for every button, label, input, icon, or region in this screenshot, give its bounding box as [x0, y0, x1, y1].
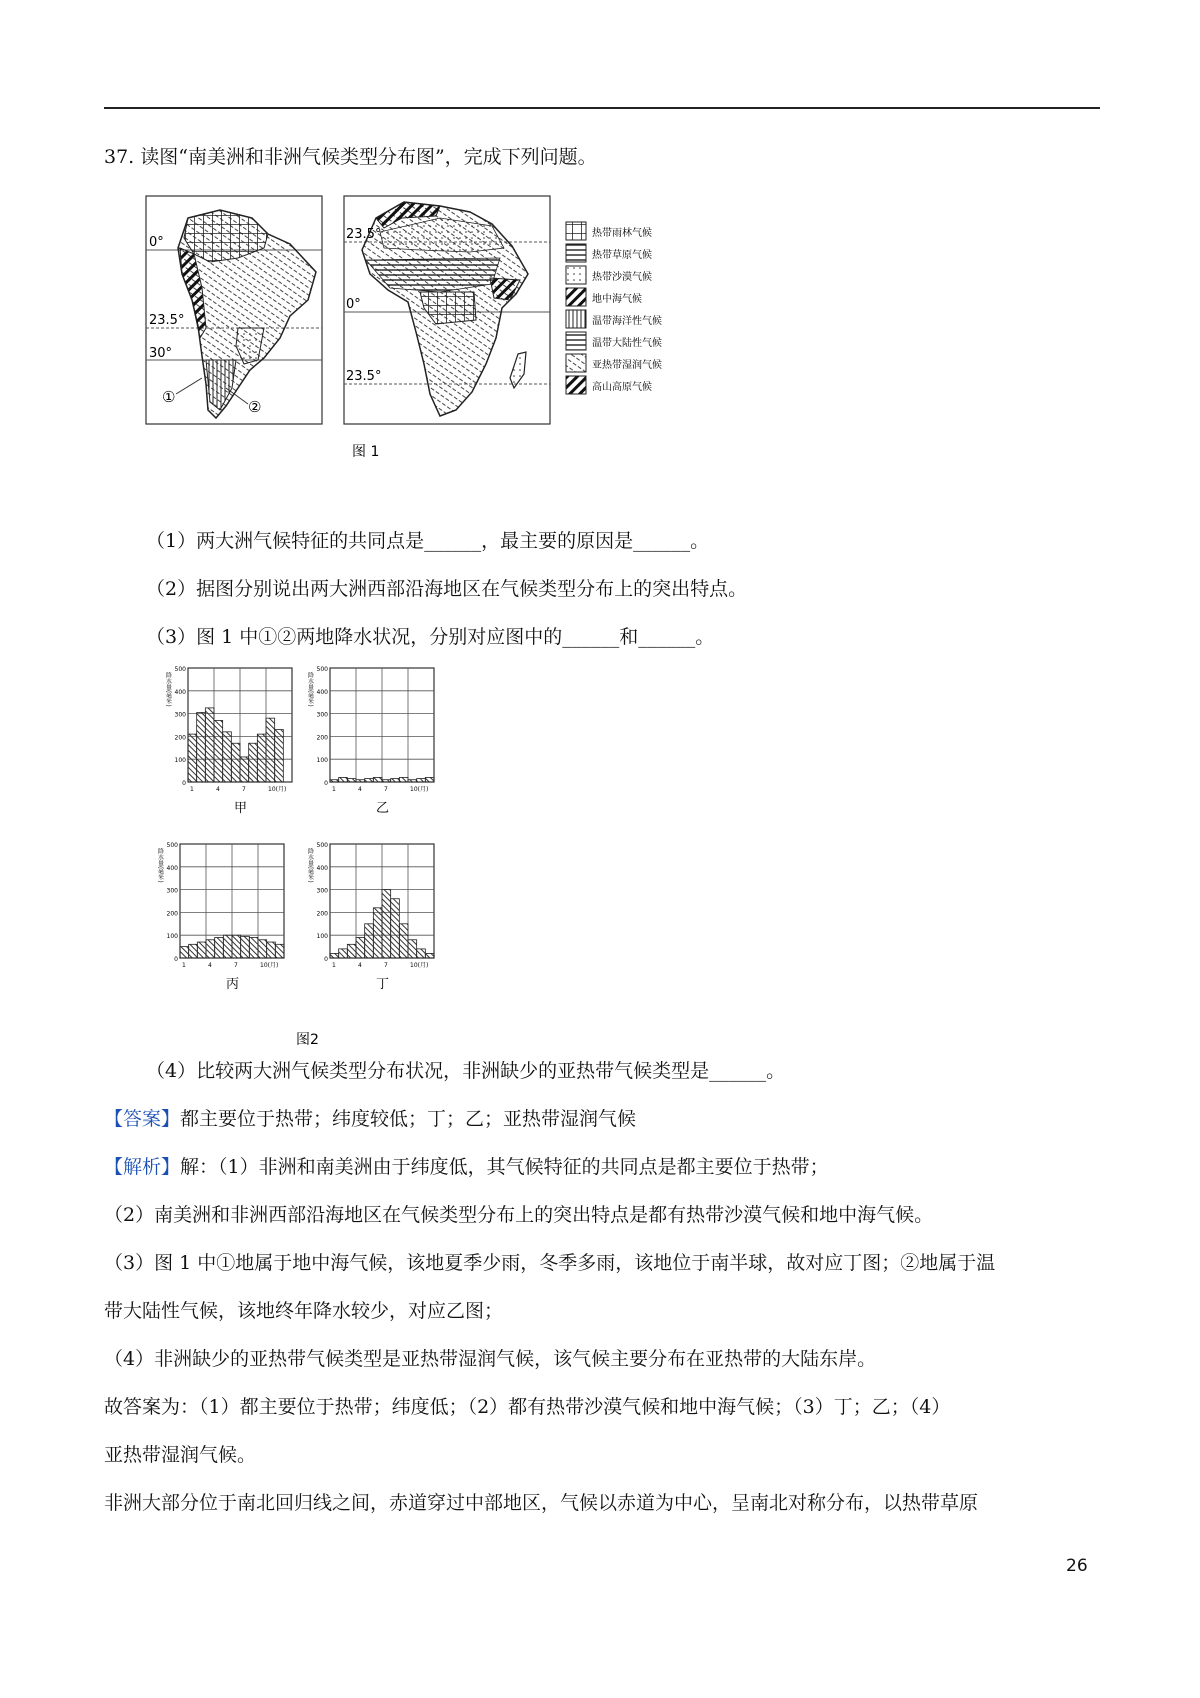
climate-legend	[566, 222, 662, 394]
chart-name-label: 丁	[376, 977, 390, 992]
legend-label: 温带大陆性气候	[592, 338, 662, 349]
legend-label: 热带沙漠气候	[592, 272, 652, 283]
precipitation-bar	[425, 777, 434, 782]
precipitation-bar	[417, 949, 426, 958]
y-axis-label: 降水量(毫米)	[306, 672, 314, 707]
y-tick-label: 100	[316, 933, 328, 941]
y-tick-label: 500	[316, 842, 328, 849]
figure-1-maps	[140, 188, 710, 470]
y-tick-label: 200	[166, 910, 178, 918]
precipitation-bar	[267, 942, 276, 958]
precipitation-bar	[399, 924, 408, 958]
precipitation-bar	[408, 780, 417, 782]
y-tick-label: 300	[174, 711, 186, 719]
precipitation-bar	[206, 940, 215, 958]
sa-lat-30: 30°	[149, 346, 173, 361]
precipitation-bar	[189, 944, 198, 958]
chart-name-label: 乙	[376, 801, 390, 816]
y-tick-label: 500	[316, 666, 328, 673]
precipitation-bar	[373, 908, 382, 958]
y-tick-label: 100	[316, 757, 328, 765]
precipitation-bar	[214, 720, 223, 782]
answer-tag: 【答案】	[104, 1108, 181, 1130]
y-tick-label: 0	[182, 780, 186, 787]
x-tick-label: 1	[190, 786, 194, 793]
legend-label: 热带雨林气候	[592, 228, 652, 239]
marker-1: ①	[162, 388, 176, 406]
x-tick-label: 10(月)	[268, 786, 287, 793]
precipitation-bar	[232, 935, 241, 958]
y-tick-label: 300	[316, 887, 328, 895]
analysis-line-2: （2）南美洲和非洲西部沿海地区在气候类型分布上的突出特点是都有热带沙漠气候和地中海气候。	[104, 1204, 934, 1226]
analysis-line-5: （4）非洲缺少的亚热带气候类型是亚热带湿润气候，该气候主要分布在亚热带的大陆东岸。	[104, 1348, 877, 1370]
chart-name-label: 甲	[234, 801, 248, 816]
y-tick-label: 200	[316, 910, 328, 918]
y-tick-label: 300	[316, 711, 328, 719]
y-axis-label: 降水量(毫米)	[156, 848, 164, 883]
analysis-line-7: 亚热带湿润气候。	[104, 1444, 257, 1466]
answer-text: 都主要位于热带；纬度较低；丁；乙；亚热带湿润气候	[180, 1108, 637, 1130]
analysis-text-1: 解：（1）非洲和南美洲由于纬度低，其气候特征的共同点是都主要位于热带；	[180, 1156, 829, 1178]
precipitation-bar	[399, 777, 408, 782]
marker-2: ②	[248, 398, 262, 416]
precipitation-bar	[240, 757, 249, 782]
precipitation-bar	[197, 942, 206, 958]
question-2: （2）据图分别说出两大洲西部沿海地区在气候类型分布上的突出特点。	[146, 578, 748, 600]
precipitation-bar	[197, 712, 206, 782]
y-axis-label: 降水量(毫米)	[306, 848, 314, 883]
precipitation-bar	[425, 953, 434, 958]
precipitation-bar	[258, 940, 267, 958]
precipitation-bar	[275, 730, 284, 782]
af-lat-23-5-n: 23.5°	[346, 227, 382, 242]
analysis-line-8: 非洲大部分位于南北回归线之间，赤道穿过中部地区，气候以赤道为中心，呈南北对称分布，以热带草原	[104, 1492, 979, 1514]
precipitation-bar	[365, 779, 374, 782]
precipitation-bar	[365, 924, 374, 958]
y-tick-label: 200	[174, 734, 186, 742]
precipitation-bar	[249, 743, 258, 782]
precipitation-bar	[257, 734, 266, 782]
y-tick-label: 100	[174, 757, 186, 765]
legend-label: 温带海洋性气候	[592, 316, 662, 327]
precipitation-bar	[215, 937, 224, 958]
precipitation-bar	[223, 732, 232, 782]
legend-label: 地中海气候	[592, 294, 642, 305]
x-tick-label: 10(月)	[410, 962, 429, 969]
precipitation-bar	[382, 890, 391, 958]
header-rule	[104, 107, 1100, 109]
precipitation-bar	[231, 743, 240, 782]
legend-label: 亚热带湿润气候	[592, 360, 662, 371]
question-4: （4）比较两大洲气候类型分布状况，非洲缺少的亚热带气候类型是______。	[146, 1060, 786, 1082]
question-3: （3）图 1 中①②两地降水状况，分别对应图中的______和______。	[146, 626, 715, 648]
x-tick-label: 7	[242, 786, 246, 793]
af-lat-23-5-s: 23.5°	[346, 369, 382, 384]
x-tick-label: 7	[234, 962, 238, 969]
precipitation-bar	[347, 779, 356, 782]
x-tick-label: 7	[384, 786, 388, 793]
x-tick-label: 4	[358, 962, 362, 969]
chart-name-label: 丙	[226, 977, 240, 992]
analysis-line-4: 带大陆性气候，该地终年降水较少，对应乙图；	[104, 1300, 504, 1322]
x-tick-label: 4	[208, 962, 212, 969]
y-tick-label: 400	[166, 864, 178, 872]
precipitation-bar	[356, 780, 365, 782]
y-tick-label: 400	[174, 688, 186, 696]
figure-2-precipitation-charts	[150, 664, 490, 1050]
precipitation-bar	[382, 780, 391, 782]
precipitation-bar	[249, 937, 258, 958]
y-tick-label: 400	[316, 864, 328, 872]
answer-line	[104, 1106, 636, 1132]
y-axis-label: 降水量(毫米)	[164, 672, 172, 707]
y-tick-label: 300	[166, 887, 178, 895]
question-title: 37. 读图“南美洲和非洲气候类型分布图”，完成下列问题。	[104, 146, 597, 168]
analysis-line-1	[104, 1154, 829, 1180]
precipitation-bar	[241, 936, 250, 958]
analysis-tag: 【解析】	[104, 1156, 181, 1178]
precipitation-bar	[408, 940, 417, 958]
af-lat-0: 0°	[346, 297, 361, 312]
precipitation-bar	[223, 935, 232, 958]
sa-lat-23-5: 23.5°	[149, 313, 185, 328]
figure-1-caption: 图 1	[352, 444, 380, 460]
x-tick-label: 4	[216, 786, 220, 793]
precipitation-bar	[330, 953, 339, 958]
precipitation-bar	[180, 947, 189, 958]
legend-label: 热带草原气候	[592, 250, 652, 261]
y-tick-label: 0	[174, 956, 178, 963]
precipitation-bar	[417, 779, 426, 782]
precipitation-bar	[356, 937, 365, 958]
question-1: （1）两大洲气候特征的共同点是______，最主要的原因是______。	[146, 530, 710, 552]
y-tick-label: 400	[316, 688, 328, 696]
y-tick-label: 0	[324, 956, 328, 963]
precipitation-bar	[339, 949, 348, 958]
y-tick-label: 500	[166, 842, 178, 849]
precipitation-bar	[339, 777, 348, 782]
precipitation-bar	[266, 718, 275, 782]
x-tick-label: 1	[332, 962, 336, 969]
y-tick-label: 500	[174, 666, 186, 673]
precipitation-bar	[188, 734, 197, 782]
y-tick-label: 100	[166, 933, 178, 941]
precipitation-bar	[275, 944, 284, 958]
x-tick-label: 10(月)	[260, 962, 279, 969]
analysis-line-3: （3）图 1 中①地属于地中海气候，该地夏季少雨，冬季多雨，该地位于南半球，故对应丁图；②地属于温	[104, 1252, 996, 1274]
y-tick-label: 200	[316, 734, 328, 742]
sa-lat-0: 0°	[149, 235, 164, 250]
precipitation-bar	[391, 779, 400, 782]
y-tick-label: 0	[324, 780, 328, 787]
precipitation-bar	[373, 777, 382, 782]
precipitation-bar	[330, 780, 339, 782]
x-tick-label: 4	[358, 786, 362, 793]
x-tick-label: 10(月)	[410, 786, 429, 793]
analysis-line-6: 故答案为：（1）都主要位于热带；纬度低；（2）都有热带沙漠气候和地中海气候；（3）丁；乙；（4）	[104, 1396, 951, 1418]
page-number: 26	[1066, 1556, 1088, 1576]
x-tick-label: 7	[384, 962, 388, 969]
x-tick-label: 1	[332, 786, 336, 793]
precipitation-bar	[347, 944, 356, 958]
precipitation-bar	[205, 708, 214, 782]
x-tick-label: 1	[182, 962, 186, 969]
precipitation-bar	[391, 899, 400, 958]
legend-label: 高山高原气候	[592, 382, 652, 393]
figure-2-caption: 图2	[296, 1032, 319, 1048]
